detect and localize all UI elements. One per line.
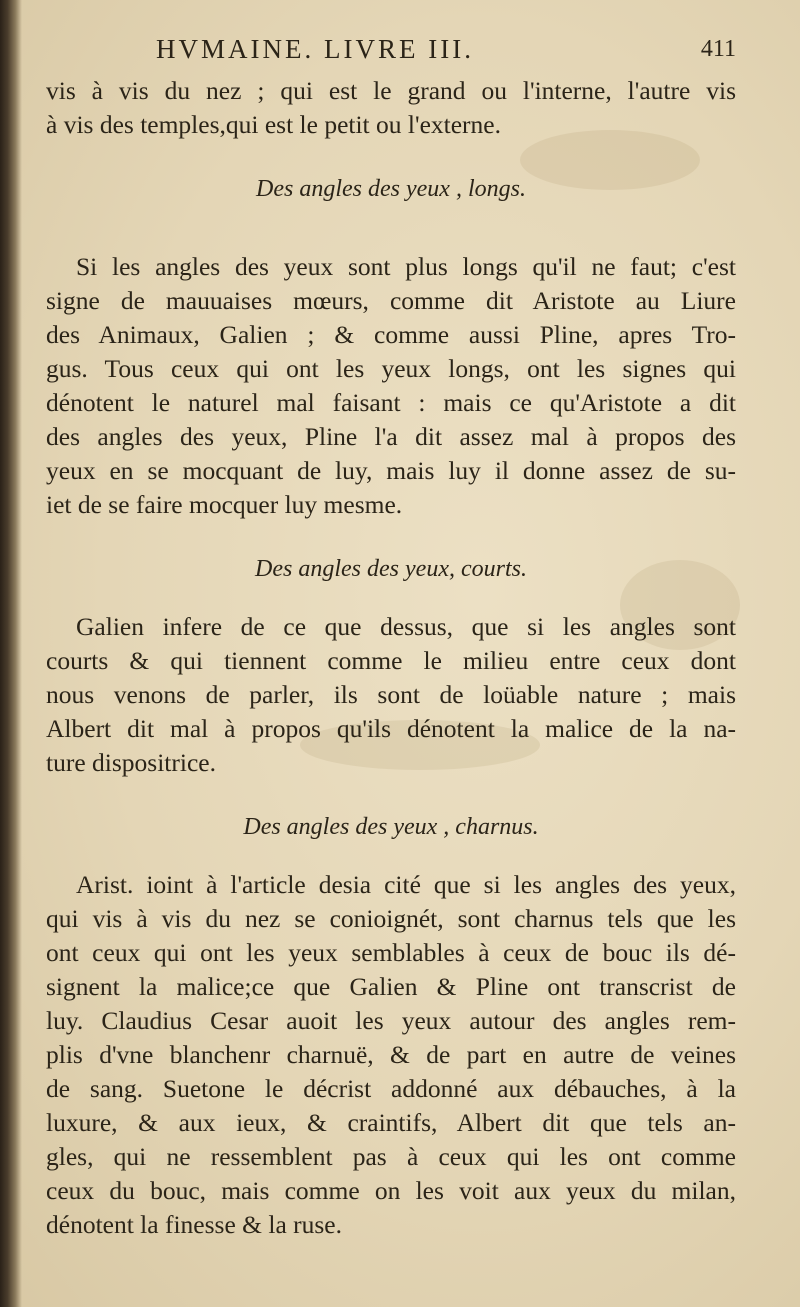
text-line: yeux en se mocquant de luy, mais luy il donne assez de su- bbox=[46, 456, 736, 485]
section-heading: Des angles des yeux , longs. bbox=[256, 176, 526, 202]
text-line: Albert dit mal à propos qu'ils dénotent la malice de la na- bbox=[46, 714, 736, 743]
text-line: des Animaux, Galien ; & comme aussi Pline, apres Tro- bbox=[46, 320, 736, 349]
section-angles-longs bbox=[46, 172, 736, 522]
text-line: courts & qui tiennent comme le milieu entre ceux dont bbox=[46, 646, 736, 675]
section-angles-courts bbox=[46, 552, 736, 780]
text-line: de sang. Suetone le décrist addonné aux débauches, à la bbox=[46, 1074, 736, 1103]
section-heading: Des angles des yeux , charnus. bbox=[243, 814, 539, 840]
text-line: iet de se faire mocquer luy mesme. bbox=[46, 490, 403, 519]
text-line: gus. Tous ceux qui ont les yeux longs, ont les signes qui bbox=[46, 354, 736, 383]
text-line: signe de mauuaises mœurs, comme dit Aristote au Liure bbox=[46, 286, 736, 315]
section-angles-charnus bbox=[46, 810, 736, 1242]
page-content bbox=[46, 30, 736, 1242]
text-line: ceux du bouc, mais comme on les voit aux yeux du milan, bbox=[46, 1176, 736, 1205]
text-line: nous venons de parler, ils sont de loüable nature ; mais bbox=[46, 680, 736, 709]
text-line: gles, qui ne ressemblent pas à ceux qui les ont comme bbox=[46, 1142, 736, 1171]
running-head bbox=[46, 30, 736, 74]
page-number: 411 bbox=[700, 36, 736, 62]
section-heading: Des angles des yeux, courts. bbox=[255, 556, 527, 582]
text-line: luy. Claudius Cesar auoit les yeux autour des angles rem- bbox=[46, 1006, 736, 1035]
text-line: signent la malice;ce que Galien & Pline ont transcrist de bbox=[46, 972, 736, 1001]
text-line: dénotent la finesse & la ruse. bbox=[46, 1210, 342, 1239]
running-title: HVMAINE. LIVRE III. bbox=[156, 34, 474, 64]
text-line: des angles des yeux, Pline l'a dit assez mal à propos des bbox=[46, 422, 736, 451]
text-line: plis d'vne blanchenr charnuë, & de part en autre de veines bbox=[46, 1040, 736, 1069]
text-line: dénotent le naturel mal faisant : mais ce qu'Aristote a dit bbox=[46, 388, 736, 417]
text-line: Galien infere de ce que dessus, que si les angles sont bbox=[76, 612, 736, 641]
text-line: qui vis à vis du nez se conioignét, sont charnus tels que les bbox=[46, 904, 736, 933]
text-line: ture dispositrice. bbox=[46, 748, 216, 777]
text-line: luxure, & aux ieux, & craintifs, Albert dit que tels an- bbox=[46, 1108, 736, 1137]
text-line: Arist. ioint à l'article desia cité que si les angles des yeux, bbox=[76, 870, 736, 899]
text-line: à vis des temples,qui est le petit ou l'externe. bbox=[46, 110, 501, 139]
paragraph-continuation bbox=[46, 74, 736, 142]
text-line: Si les angles des yeux sont plus longs qu'il ne faut; c'est bbox=[76, 252, 736, 281]
text-line: vis à vis du nez ; qui est le grand ou l'interne, l'autre vis bbox=[46, 76, 736, 105]
text-line: ont ceux qui ont les yeux semblables à ceux de bouc ils dé- bbox=[46, 938, 736, 967]
book-spine-shadow bbox=[0, 0, 22, 1307]
